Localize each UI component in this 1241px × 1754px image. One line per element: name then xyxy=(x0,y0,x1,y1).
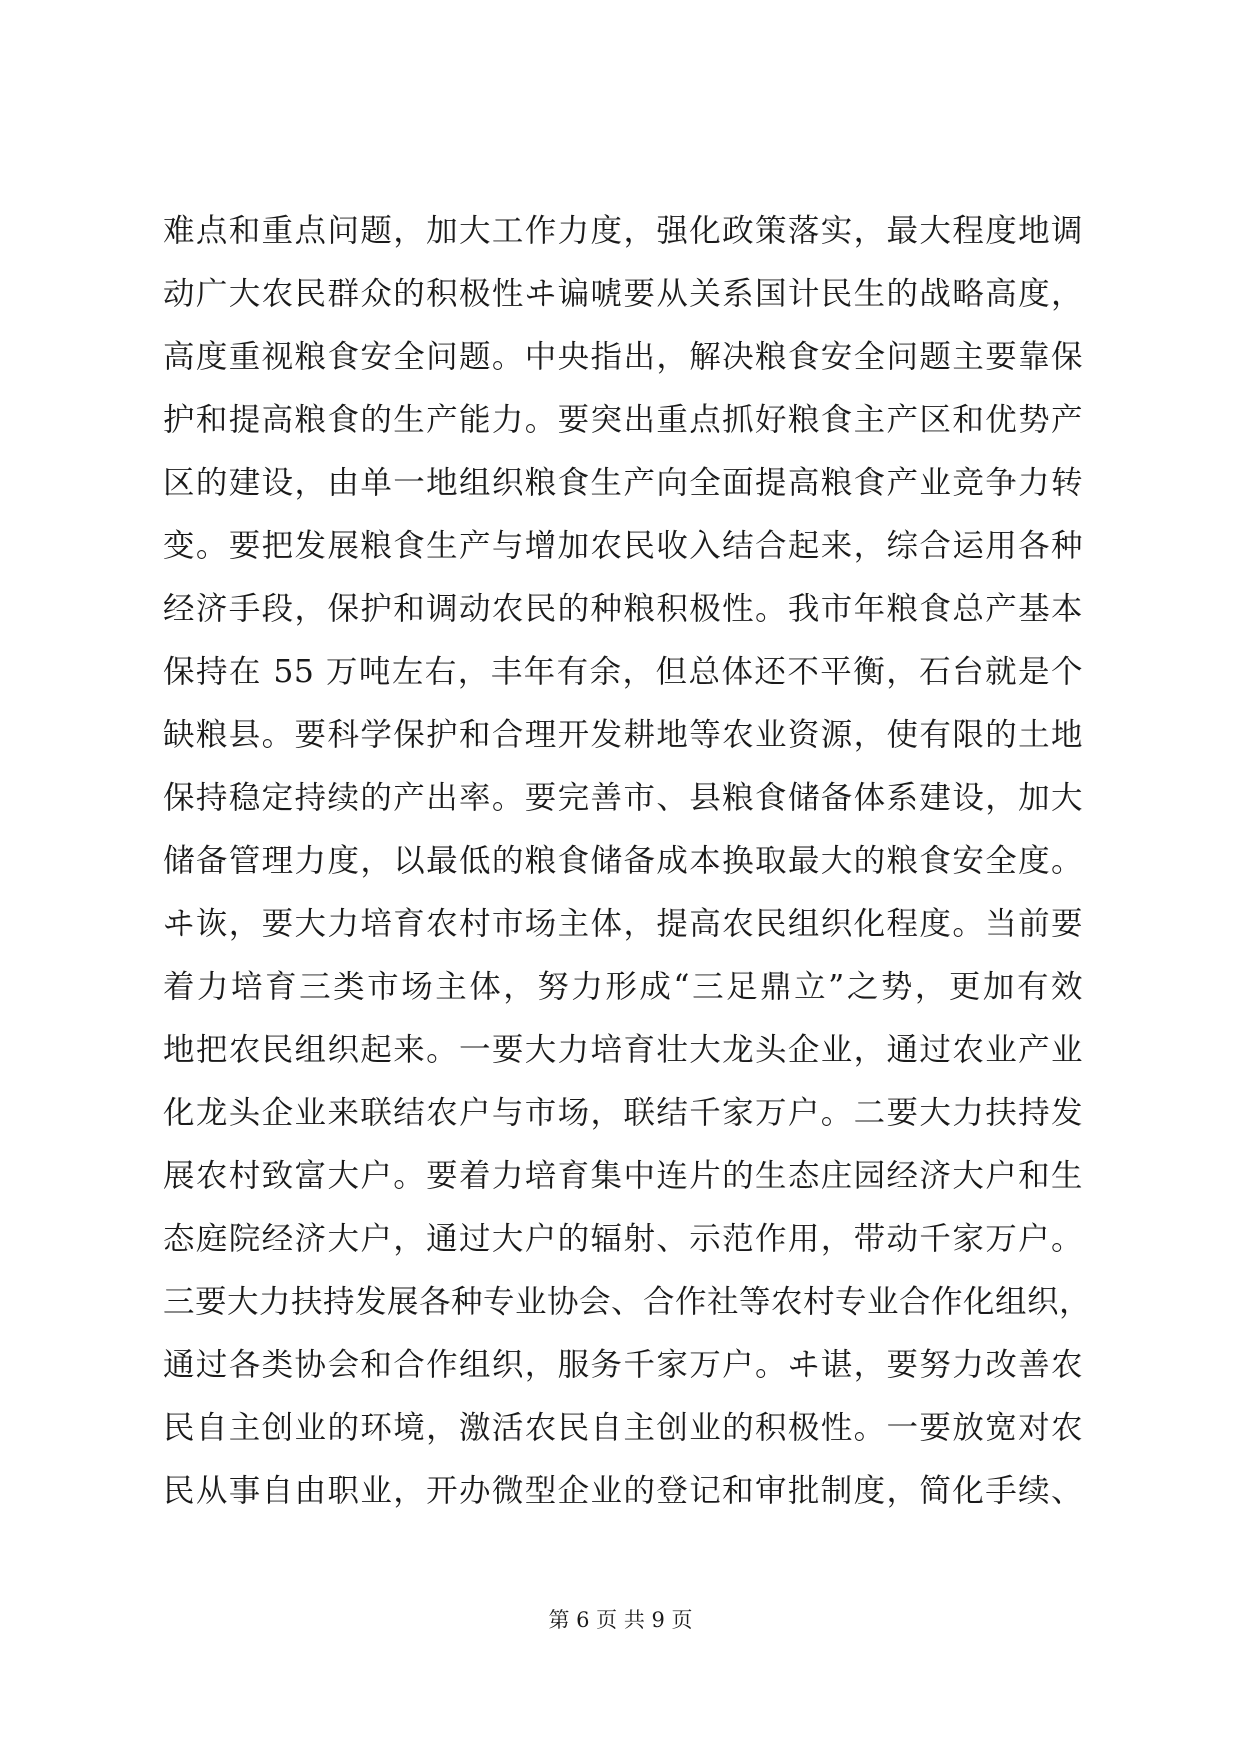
text-line: 高度重视粮食安全问题。中央指出，解决粮食安全问题主要靠保 xyxy=(163,339,1083,375)
text-line: 化龙头企业来联结农户与市场，联结千家万户。二要大力扶持发 xyxy=(163,1095,1083,1131)
text-line: 民自主创业的环境，激活农民自主创业的积极性。一要放宽对农 xyxy=(163,1410,1083,1446)
text-line: 着力培育三类市场主体，努力形成“三足鼎立”之势，更加有效 xyxy=(163,969,1083,1005)
text-line: 储备管理力度，以最低的粮食储备成本换取最大的粮食安全度。 xyxy=(163,843,1083,879)
text-line: 区的建设，由单一地组织粮食生产向全面提高粮食产业竞争力转 xyxy=(163,465,1083,501)
text-line: 态庭院经济大户，通过大户的辐射、示范作用，带动千家万户。 xyxy=(163,1221,1083,1257)
page-number-footer: 第 6 页 共 9 页 xyxy=(548,1608,693,1632)
text-line: 通过各类协会和合作组织，服务千家万户。ヰ谌，要努力改善农 xyxy=(163,1347,1083,1383)
text-line: 保持稳定持续的产出率。要完善市、县粮食储备体系建设，加大 xyxy=(163,780,1083,816)
text-line: 展农村致富大户。要着力培育集中连片的生态庄园经济大户和生 xyxy=(163,1158,1083,1194)
text-line: 三要大力扶持发展各种专业协会、合作社等农村专业合作化组织， xyxy=(163,1284,1092,1320)
text-line: 地把农民组织起来。一要大力培育壮大龙头企业，通过农业产业 xyxy=(163,1032,1083,1068)
text-line: 缺粮县。要科学保护和合理开发耕地等农业资源，使有限的土地 xyxy=(163,717,1083,753)
text-line: 变。要把发展粮食生产与增加农民收入结合起来，综合运用各种 xyxy=(163,528,1083,564)
text-line: ヰ诙，要大力培育农村市场主体，提高农民组织化程度。当前要 xyxy=(163,906,1083,942)
text-line: 护和提高粮食的生产能力。要突出重点抓好粮食主产区和优势产 xyxy=(163,402,1083,438)
text-line: 民从事自由职业，开办微型企业的登记和审批制度，简化手续、 xyxy=(163,1473,1083,1509)
body-paragraph xyxy=(163,200,1092,1523)
text-line: 保持在 55 万吨左右，丰年有余，但总体还不平衡，石台就是个 xyxy=(163,654,1083,690)
text-line: 动广大农民群众的积极性ヰ谝唬要从关系国计民生的战略高度， xyxy=(163,276,1083,312)
text-line: 经济手段，保护和调动农民的种粮积极性。我市年粮食总产基本 xyxy=(163,591,1083,627)
text-line: 难点和重点问题，加大工作力度，强化政策落实，最大程度地调 xyxy=(163,213,1083,249)
